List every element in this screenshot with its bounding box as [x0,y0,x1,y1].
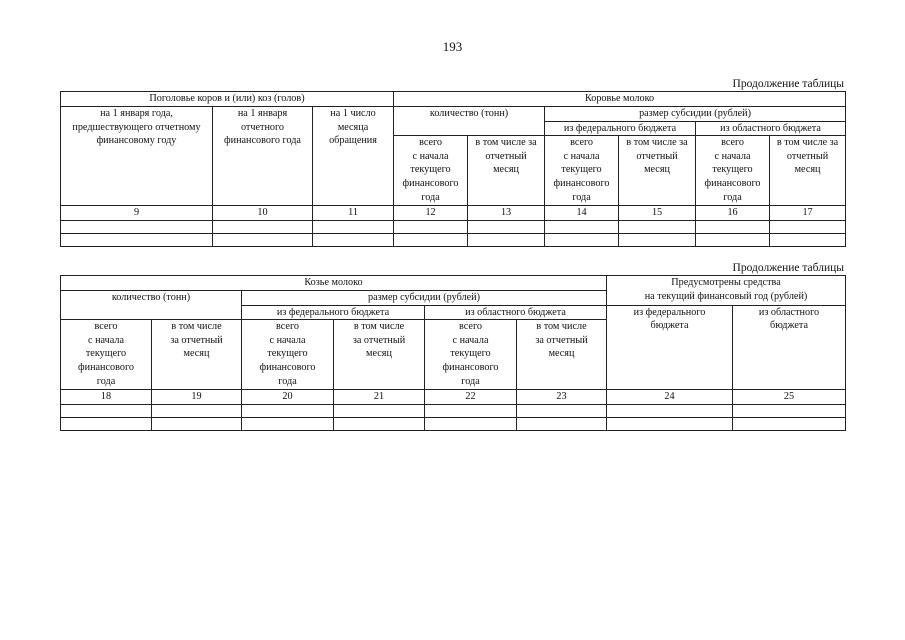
header-subsidy: размер субсидии (рублей) [242,291,607,306]
header-regional-budget: из областного бюджета [425,305,607,320]
table-cell [619,220,696,233]
table-cell [770,220,846,233]
header-incl-month: в том числе за отчетный месяц [152,320,242,390]
table-cell [152,417,242,430]
column-number: 18 [61,390,152,405]
header-from-federal-budget: из федерального бюджета [607,305,733,390]
table-cell [242,404,334,417]
column-number: 21 [334,390,425,405]
table-cell [213,220,313,233]
table-cell [733,404,846,417]
header-total-year: всего с начала текущего финансового года [696,136,770,206]
table-cell [152,404,242,417]
page-number: 193 [442,39,463,54]
table-cell [61,220,213,233]
table-cows-and-cow-milk [60,91,846,247]
header-on-first-of-month: на 1 число месяца обращения [313,107,394,206]
header-total-year: всего с начала текущего финансового года [61,320,152,390]
header-jan1-current-year: на 1 января отчетного финансового года [213,107,313,206]
column-number: 14 [545,206,619,221]
column-number: 16 [696,206,770,221]
header-total-year: всего с начала текущего финансового года [242,320,334,390]
table-cell [394,233,468,246]
table-cell [334,404,425,417]
column-number: 25 [733,390,846,405]
header-funds-current-year: Предусмотрены средства на текущий финансовый год (рублей) [607,276,846,306]
table-cell [468,220,545,233]
header-incl-month: в том числе за отчетный месяц [770,136,846,206]
table-cell [313,220,394,233]
table-cell [242,417,334,430]
table-cell [334,417,425,430]
table-cell [607,417,733,430]
header-federal-budget: из федерального бюджета [242,305,425,320]
header-regional-budget: из областного бюджета [696,121,846,136]
table-cell [425,417,517,430]
table-cell [61,404,152,417]
header-from-regional-budget: из областного бюджета [733,305,846,390]
header-cow-milk: Коровье молоко [394,92,846,107]
column-number: 24 [607,390,733,405]
table-cell [313,233,394,246]
column-number: 22 [425,390,517,405]
column-number: 19 [152,390,242,405]
table-cell [517,417,607,430]
column-number-row [61,390,846,405]
column-number: 17 [770,206,846,221]
column-number: 9 [61,206,213,221]
table-cell [607,404,733,417]
header-goat-milk: Козье молоко [61,276,607,291]
table-cell [696,220,770,233]
table-cell [733,417,846,430]
header-livestock: Поголовье коров и (или) коз (голов) [61,92,394,107]
header-total-year: всего с начала текущего финансового года [394,136,468,206]
table-continuation-caption: Продолжение таблицы [732,78,844,90]
table-row [61,404,846,417]
column-number: 13 [468,206,545,221]
header-jan1-previous-year: на 1 января года, предшествующего отчетному финансовому году [61,107,213,206]
column-number: 10 [213,206,313,221]
table-cell [545,220,619,233]
header-subsidy: размер субсидии (рублей) [545,107,846,122]
table-continuation-caption: Продолжение таблицы [732,262,844,274]
column-number: 12 [394,206,468,221]
table-cell [468,233,545,246]
header-federal-budget: из федерального бюджета [545,121,696,136]
table-cell [394,220,468,233]
table-cell [545,233,619,246]
table-cell [770,233,846,246]
table-row [61,233,846,246]
header-quantity: количество (тонн) [61,291,242,320]
header-incl-month: в том числе за отчетный месяц [334,320,425,390]
table-goat-milk-and-funds [60,275,846,431]
table-cell [425,404,517,417]
header-incl-month: в том числе за отчетный месяц [619,136,696,206]
column-number-row [61,206,846,221]
table-cell [696,233,770,246]
header-incl-month: в том числе за отчетный месяц [517,320,607,390]
header-quantity: количество (тонн) [394,107,545,136]
header-total-year: всего с начала текущего финансового года [425,320,517,390]
header-incl-month: в том числе за отчетный месяц [468,136,545,206]
table-cell [61,417,152,430]
table-row [61,220,846,233]
column-number: 23 [517,390,607,405]
column-number: 20 [242,390,334,405]
table-cell [517,404,607,417]
table-cell [61,233,213,246]
column-number: 11 [313,206,394,221]
header-total-year: всего с начала текущего финансового года [545,136,619,206]
column-number: 15 [619,206,696,221]
table-row [61,417,846,430]
table-cell [619,233,696,246]
table-cell [213,233,313,246]
